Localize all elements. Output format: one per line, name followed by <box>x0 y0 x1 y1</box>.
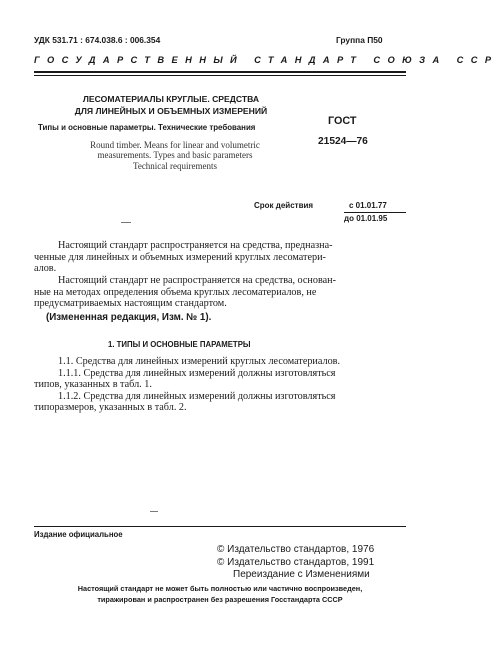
intro-p2-line-1: Настоящий стандарт не распространяется на средства, основан- <box>58 275 337 286</box>
section-1-heading: 1. ТИПЫ И ОСНОВНЫЕ ПАРАМЕТРЫ <box>108 340 251 349</box>
footer-rule <box>34 526 406 527</box>
copyright-1976: © Издательство стандартов, 1976 <box>217 544 375 555</box>
english-title-line-1: Round timber. Means for linear and volumetric <box>90 140 260 150</box>
intro-p1-line-2: ченные для линейных и объемных измерений круглых лесоматери- <box>34 251 326 263</box>
title-line-1: ЛЕСОМАТЕРИАЛЫ КРУГЛЫЕ. СРЕДСТВА <box>82 94 260 104</box>
group-code: Группа П50 <box>336 35 383 45</box>
udk-code: УДК 531.71 : 674.038.6 : 006.354 <box>34 35 161 45</box>
reissue-note: Переиздание с Изменениями <box>233 569 370 581</box>
validity-from: с 01.01.77 <box>349 201 387 210</box>
copyright-block <box>217 544 374 582</box>
clause-1-1-1-line-2: типов, указанных в табл. 1. <box>34 379 152 391</box>
validity-to: до 01.01.95 <box>344 214 388 223</box>
clause-1-1: 1.1. Средства для линейных измерений круглых лесоматериалов. <box>58 356 341 367</box>
intro-paragraph-2 <box>34 275 406 310</box>
intro-p2-line-2: ные на методах определения объема круглых лесоматериалов, не <box>34 286 317 298</box>
clause-1-1-2-line-2: типоразмеров, указанных в табл. 2. <box>34 402 187 414</box>
english-title-line-2: measurements. Types and basic parameters <box>97 150 253 161</box>
document-subtitle: Типы и основные параметры. Технические требования <box>38 123 256 132</box>
amendment-note: (Измененная редакция, Изм. № 1). <box>46 312 212 323</box>
clause-1-1-1-line-1: 1.1.1. Средства для линейных измерений должны изготовляться <box>58 367 336 379</box>
intro-paragraph-1 <box>34 240 406 275</box>
stray-mark <box>121 222 131 223</box>
state-standard-banner: ГОСУДАРСТВЕННЫЙ СТАНДАРТ СОЮЗА ССР <box>34 55 498 65</box>
notice-line-1: Настоящий стандарт не может быть полностью или частично воспроизведен, <box>77 584 363 593</box>
notice-line-2: тиражирован и распространен без разрешения Госстандарта СССР <box>97 594 343 604</box>
section-1-body <box>34 356 406 414</box>
official-edition-label: Издание официальное <box>34 530 123 539</box>
reproduction-notice <box>34 584 406 605</box>
gost-number: 21524—76 <box>318 136 368 147</box>
english-title-line-3: Technical requirements <box>132 160 218 171</box>
gost-label: ГОСТ <box>328 115 357 127</box>
title-line-2: ДЛЯ ЛИНЕЙНЫХ И ОБЪЕМНЫХ ИЗМЕРЕНИЙ <box>74 106 268 116</box>
clause-1-1-2-line-1: 1.1.2. Средства для линейных измерений должны изготовляться <box>58 390 336 402</box>
intro-p2-line-3: предусматриваемых настоящим стандартом. <box>34 298 227 310</box>
intro-p1-line-1: Настоящий стандарт распространяется на средства, предназна- <box>58 240 333 251</box>
intro-p1-line-3: алов. <box>34 263 57 275</box>
document-title <box>56 93 286 117</box>
english-title <box>60 140 290 171</box>
stray-mark-2 <box>150 511 158 512</box>
header-rule-thin <box>34 75 406 76</box>
header-rule-thick <box>34 71 406 73</box>
validity-divider <box>344 212 406 213</box>
copyright-1991: © Издательство стандартов, 1991 <box>217 556 375 568</box>
validity-label: Срок действия <box>254 201 314 210</box>
